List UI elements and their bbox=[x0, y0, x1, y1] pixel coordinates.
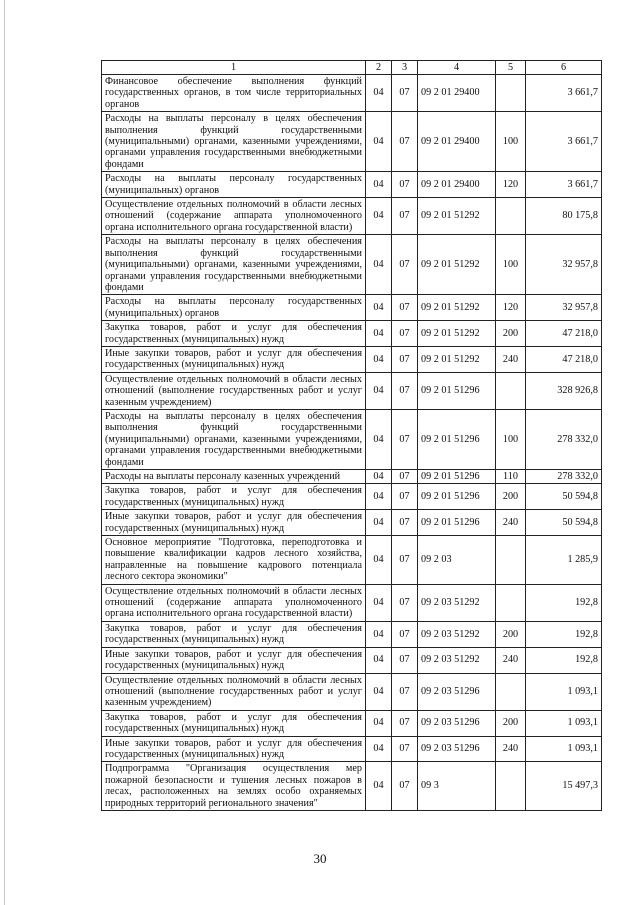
amount: 3 661,7 bbox=[526, 172, 602, 198]
header-col-6: 6 bbox=[526, 61, 602, 75]
table-row bbox=[102, 372, 602, 409]
table-row bbox=[102, 584, 602, 621]
expense-type-code: 200 bbox=[496, 484, 526, 510]
table-row bbox=[102, 762, 602, 811]
section-code: 04 bbox=[366, 112, 392, 172]
expense-type-code bbox=[496, 75, 526, 112]
table-row bbox=[102, 484, 602, 510]
subsection-code: 07 bbox=[392, 621, 418, 647]
subsection-code: 07 bbox=[392, 510, 418, 536]
amount: 50 594,8 bbox=[526, 510, 602, 536]
subsection-code: 07 bbox=[392, 198, 418, 235]
row-description: Осуществление отдельных полномочий в области лесных отношений (содержание аппарата уполномоченного органа исполнительного органа государственной власти) bbox=[102, 584, 366, 621]
row-description: Иные закупки товаров, работ и услуг для обеспечения государственных (муниципальных) нужд bbox=[102, 510, 366, 536]
page-number: 30 bbox=[313, 851, 327, 866]
subsection-code: 07 bbox=[392, 484, 418, 510]
target-article-code: 09 2 01 29400 bbox=[418, 172, 496, 198]
target-article-code: 09 2 03 51292 bbox=[418, 584, 496, 621]
row-description: Осуществление отдельных полномочий в области лесных отношений (выполнение государственных работ и услуг казенным учреждением) bbox=[102, 372, 366, 409]
expense-type-code bbox=[496, 584, 526, 621]
amount: 1 285,9 bbox=[526, 536, 602, 585]
row-description: Осуществление отдельных полномочий в области лесных отношений (содержание аппарата уполномоченного органа исполнительного органа государственной власти) bbox=[102, 198, 366, 235]
header-col-1: 1 bbox=[102, 61, 366, 75]
table-row bbox=[102, 321, 602, 347]
amount: 192,8 bbox=[526, 621, 602, 647]
expense-type-code bbox=[496, 673, 526, 710]
row-description: Финансовое обеспечение выполнения функций государственных органов, в том числе территориальных органов bbox=[102, 75, 366, 112]
row-description: Закупка товаров, работ и услуг для обеспечения государственных (муниципальных) нужд bbox=[102, 484, 366, 510]
target-article-code: 09 2 03 51296 bbox=[418, 710, 496, 736]
row-description: Осуществление отдельных полномочий в области лесных отношений (выполнение государственных работ и услуг казенным учреждением) bbox=[102, 673, 366, 710]
expense-type-code: 110 bbox=[496, 470, 526, 484]
section-code: 04 bbox=[366, 372, 392, 409]
amount: 80 175,8 bbox=[526, 198, 602, 235]
row-description: Иные закупки товаров, работ и услуг для обеспечения государственных (муниципальных) нужд bbox=[102, 647, 366, 673]
table-row bbox=[102, 736, 602, 762]
table-row bbox=[102, 235, 602, 295]
header-col-4: 4 bbox=[418, 61, 496, 75]
target-article-code: 09 2 03 bbox=[418, 536, 496, 585]
amount: 1 093,1 bbox=[526, 710, 602, 736]
section-code: 04 bbox=[366, 673, 392, 710]
table-row bbox=[102, 710, 602, 736]
amount: 50 594,8 bbox=[526, 484, 602, 510]
amount: 15 497,3 bbox=[526, 762, 602, 811]
target-article-code: 09 2 01 51292 bbox=[418, 235, 496, 295]
target-article-code: 09 2 01 51296 bbox=[418, 409, 496, 469]
target-article-code: 09 2 03 51296 bbox=[418, 736, 496, 762]
header-col-2: 2 bbox=[366, 61, 392, 75]
table-row bbox=[102, 198, 602, 235]
amount: 192,8 bbox=[526, 584, 602, 621]
section-code: 04 bbox=[366, 510, 392, 536]
section-code: 04 bbox=[366, 172, 392, 198]
header-col-5: 5 bbox=[496, 61, 526, 75]
target-article-code: 09 3 bbox=[418, 762, 496, 811]
subsection-code: 07 bbox=[392, 321, 418, 347]
row-description: Расходы на выплаты персоналу в целях обеспечения выполнения функций государственными (муниципальными) органами, казенными учреждениями, органами управления государственными внебюджетными фондами bbox=[102, 112, 366, 172]
expense-type-code bbox=[496, 372, 526, 409]
table-row bbox=[102, 470, 602, 484]
amount: 3 661,7 bbox=[526, 75, 602, 112]
section-code: 04 bbox=[366, 736, 392, 762]
target-article-code: 09 2 01 51292 bbox=[418, 198, 496, 235]
section-code: 04 bbox=[366, 235, 392, 295]
expense-type-code bbox=[496, 536, 526, 585]
row-description: Расходы на выплаты персоналу казенных учреждений bbox=[102, 470, 366, 484]
target-article-code: 09 2 03 51292 bbox=[418, 621, 496, 647]
table-row bbox=[102, 75, 602, 112]
expense-type-code: 200 bbox=[496, 710, 526, 736]
target-article-code: 09 2 01 51292 bbox=[418, 321, 496, 347]
row-description: Иные закупки товаров, работ и услуг для обеспечения государственных (муниципальных) нужд bbox=[102, 736, 366, 762]
expense-type-code: 200 bbox=[496, 621, 526, 647]
table-row bbox=[102, 112, 602, 172]
target-article-code: 09 2 01 51296 bbox=[418, 372, 496, 409]
expense-type-code: 120 bbox=[496, 295, 526, 321]
expense-type-code: 240 bbox=[496, 346, 526, 372]
subsection-code: 07 bbox=[392, 536, 418, 585]
section-code: 04 bbox=[366, 321, 392, 347]
subsection-code: 07 bbox=[392, 112, 418, 172]
row-description: Основное мероприятие "Подготовка, переподготовка и повышение квалификации кадров лесного хозяйства, направленные на повышение кадрового потенциала лесного сектора экономики" bbox=[102, 536, 366, 585]
section-code: 04 bbox=[366, 484, 392, 510]
target-article-code: 09 2 01 51296 bbox=[418, 510, 496, 536]
table-row bbox=[102, 536, 602, 585]
section-code: 04 bbox=[366, 198, 392, 235]
row-description: Расходы на выплаты персоналу государственных (муниципальных) органов bbox=[102, 295, 366, 321]
subsection-code: 07 bbox=[392, 762, 418, 811]
target-article-code: 09 2 01 29400 bbox=[418, 112, 496, 172]
header-col-3: 3 bbox=[392, 61, 418, 75]
section-code: 04 bbox=[366, 584, 392, 621]
section-code: 04 bbox=[366, 409, 392, 469]
subsection-code: 07 bbox=[392, 470, 418, 484]
section-code: 04 bbox=[366, 710, 392, 736]
amount: 328 926,8 bbox=[526, 372, 602, 409]
section-code: 04 bbox=[366, 346, 392, 372]
scan-edge bbox=[4, 0, 5, 905]
target-article-code: 09 2 01 51296 bbox=[418, 470, 496, 484]
subsection-code: 07 bbox=[392, 710, 418, 736]
subsection-code: 07 bbox=[392, 172, 418, 198]
amount: 32 957,8 bbox=[526, 295, 602, 321]
subsection-code: 07 bbox=[392, 736, 418, 762]
budget-table bbox=[101, 60, 602, 811]
row-description: Расходы на выплаты персоналу государственных (муниципальных) органов bbox=[102, 172, 366, 198]
subsection-code: 07 bbox=[392, 235, 418, 295]
amount: 32 957,8 bbox=[526, 235, 602, 295]
expense-type-code: 120 bbox=[496, 172, 526, 198]
subsection-code: 07 bbox=[392, 295, 418, 321]
section-code: 04 bbox=[366, 762, 392, 811]
table-header-row bbox=[102, 61, 602, 75]
amount: 47 218,0 bbox=[526, 321, 602, 347]
expense-type-code: 240 bbox=[496, 736, 526, 762]
row-description: Расходы на выплаты персоналу в целях обеспечения выполнения функций государственными (муниципальными) органами, казенными учреждениями, органами управления государственными внебюджетными фондами bbox=[102, 409, 366, 469]
target-article-code: 09 2 01 51292 bbox=[418, 295, 496, 321]
table-row bbox=[102, 647, 602, 673]
expense-type-code bbox=[496, 762, 526, 811]
amount: 1 093,1 bbox=[526, 673, 602, 710]
expense-type-code: 100 bbox=[496, 112, 526, 172]
table-row bbox=[102, 346, 602, 372]
table-row bbox=[102, 621, 602, 647]
row-description: Подпрограмма "Организация осуществления мер пожарной безопасности и тушения лесных пожаров в лесах, расположенных на землях особо охраняемых природных территорий регионального значения" bbox=[102, 762, 366, 811]
subsection-code: 07 bbox=[392, 647, 418, 673]
section-code: 04 bbox=[366, 536, 392, 585]
row-description: Закупка товаров, работ и услуг для обеспечения государственных (муниципальных) нужд bbox=[102, 621, 366, 647]
expense-type-code: 200 bbox=[496, 321, 526, 347]
section-code: 04 bbox=[366, 295, 392, 321]
expense-type-code: 100 bbox=[496, 235, 526, 295]
expense-type-code bbox=[496, 198, 526, 235]
target-article-code: 09 2 01 51292 bbox=[418, 346, 496, 372]
amount: 1 093,1 bbox=[526, 736, 602, 762]
subsection-code: 07 bbox=[392, 673, 418, 710]
subsection-code: 07 bbox=[392, 75, 418, 112]
subsection-code: 07 bbox=[392, 584, 418, 621]
amount: 3 661,7 bbox=[526, 112, 602, 172]
target-article-code: 09 2 03 51292 bbox=[418, 647, 496, 673]
section-code: 04 bbox=[366, 647, 392, 673]
amount: 47 218,0 bbox=[526, 346, 602, 372]
amount: 192,8 bbox=[526, 647, 602, 673]
target-article-code: 09 2 03 51296 bbox=[418, 673, 496, 710]
expense-type-code: 100 bbox=[496, 409, 526, 469]
table-row bbox=[102, 409, 602, 469]
section-code: 04 bbox=[366, 75, 392, 112]
table-body bbox=[102, 75, 602, 811]
row-description: Закупка товаров, работ и услуг для обеспечения государственных (муниципальных) нужд bbox=[102, 710, 366, 736]
subsection-code: 07 bbox=[392, 372, 418, 409]
expense-type-code: 240 bbox=[496, 647, 526, 673]
section-code: 04 bbox=[366, 470, 392, 484]
target-article-code: 09 2 01 29400 bbox=[418, 75, 496, 112]
table-row bbox=[102, 295, 602, 321]
row-description: Иные закупки товаров, работ и услуг для обеспечения государственных (муниципальных) нужд bbox=[102, 346, 366, 372]
section-code: 04 bbox=[366, 621, 392, 647]
row-description: Расходы на выплаты персоналу в целях обеспечения выполнения функций государственными (муниципальными) органами, казенными учреждениями, органами управления государственными внебюджетными фондами bbox=[102, 235, 366, 295]
table-row bbox=[102, 510, 602, 536]
amount: 278 332,0 bbox=[526, 409, 602, 469]
table-row bbox=[102, 172, 602, 198]
subsection-code: 07 bbox=[392, 346, 418, 372]
subsection-code: 07 bbox=[392, 409, 418, 469]
table-row bbox=[102, 673, 602, 710]
amount: 278 332,0 bbox=[526, 470, 602, 484]
row-description: Закупка товаров, работ и услуг для обеспечения государственных (муниципальных) нужд bbox=[102, 321, 366, 347]
target-article-code: 09 2 01 51296 bbox=[418, 484, 496, 510]
expense-type-code: 240 bbox=[496, 510, 526, 536]
